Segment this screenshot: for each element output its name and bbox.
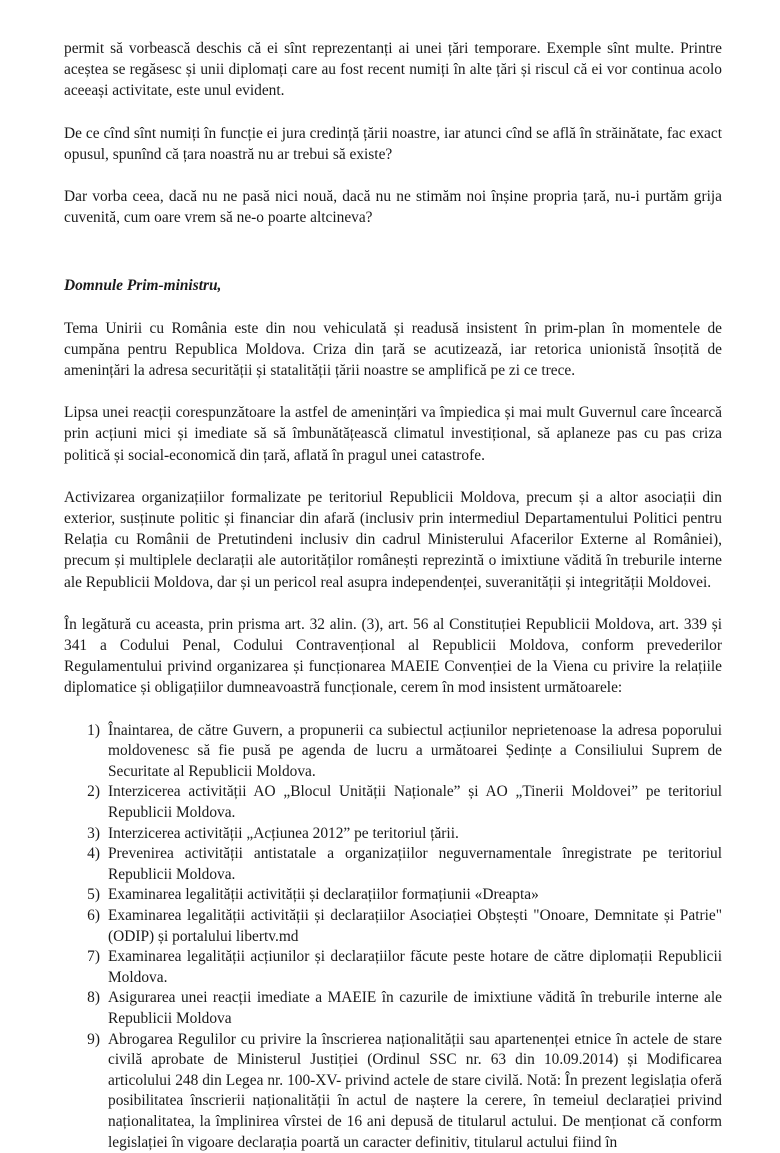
list-item-text: Examinarea legalității activității și declarațiilor formațiunii «Dreapta»	[108, 886, 539, 904]
list-item	[64, 885, 722, 906]
list-item-number: 9)	[87, 1030, 100, 1048]
list-item-number: 2)	[87, 783, 100, 801]
list-item-number: 4)	[87, 845, 100, 863]
list-item	[64, 906, 722, 947]
list-item-text: Înaintarea, de către Guvern, a propunerii ca subiectul acțiunilor neprietenoase la adresa poporului moldovenesc să fie pusă pe agenda de lucru a următoarei Ședințe a Consiliului Suprem de Securitate al Republicii Moldova.	[108, 721, 722, 780]
paragraph-2: De ce cînd sînt numiți în funcție ei jura credință țării noastre, iar atunci cînd se află în străinătate, fac exact opusul, spunînd că țara noastră nu ar trebui să existe?	[64, 124, 722, 163]
list-item	[64, 782, 722, 823]
list-item-text: Asigurarea unei reacții imediate a MAEIE în cazurile de imixtiune vădită în treburile interne ale Republicii Moldova	[108, 989, 722, 1027]
list-item	[64, 721, 722, 783]
list-item-number: 6)	[87, 907, 100, 925]
paragraph-5: Lipsa unei reacții corespunzătoare la astfel de amenințări va împiedica și mai mult Guvernul care încearcă prin acțiuni mici și imediate să să îmbunătățească climatul investițional, să aplaneze pas cu pas criza politică și social-economică din țară, aflată în pragul unei catastrofe.	[64, 404, 722, 464]
list-item-text: Prevenirea activității antistatale a organizațiilor neguvernamentale înregistrate pe teritoriul Republicii Moldova.	[108, 845, 722, 883]
list-item-text: Interzicerea activității AO „Blocul Unității Naționale” și AO „Tinerii Moldovei” pe teritoriul Republicii Moldova.	[108, 783, 722, 822]
list-item-number: 7)	[87, 948, 100, 966]
paragraph-7: În legătură cu aceasta, prin prisma art. 32 alin. (3), art. 56 al Constituției Republicii Moldova, art. 339 și 341 a Codului Penal, Codului Contravențional al Republicii Moldova, conform prevederilor Regulamentului privind organizarea și funcționarea MAEIE Convenției de la Viena cu privire la relațiile diplomatice și obligațiilor dumneavoastră funcționale, cerem în mod insistent următoarele:	[64, 615, 722, 697]
list-item-number: 3)	[87, 824, 100, 842]
list-item-text: Examinarea legalității activității și declarațiilor Asociației Obștești "Onoare, Demnitate și Patrie" (ODIP) și portalului libertv.md	[108, 907, 722, 945]
list-item-text: Abrogarea Regulilor cu privire la înscrierea naționalității sau apartenenței etnice în actele de stare civilă aprobate de Ministerul Justiției (Ordinul SSC nr. 63 din 10.09.2014) și Modificarea articolului 248 din Legea nr. 100-XV- privind actele de stare civilă. Notă: În prezent legislația oferă posibilitatea înscrierii naționalității în actul de naștere la cerere, în temeiul declarației privind naționalitatea, la împlinirea vîrstei de 16 ani depusă de titularul actului. De menționat că conform legislației în vigoare declarația poartă un caracter definitiv, titularul actului fiind în	[108, 1030, 722, 1151]
paragraph-4: Tema Unirii cu România este din nou vehiculată și readusă insistent în prim-plan în momentele de cumpăna pentru Republica Moldova. Criza din țară se acutizează, iar retorica unionistă însoțită de amenințări la adresa securității și statalității țării noastre se amplifică pe zi ce trece.	[64, 319, 722, 380]
paragraph-3: Dar vorba ceea, dacă nu ne pasă nici nouă, dacă nu ne stimăm noi înșine propria țară, nu-i purtăm grija cuvenită, cum oare vrem să ne-o poarte altcineva?	[64, 188, 722, 227]
list-item-text: Examinarea legalității acțiunilor și declarațiilor făcute peste hotare de către diplomații Republicii Moldova.	[108, 948, 722, 986]
salutation: Domnule Prim-ministru,	[64, 277, 222, 295]
list-item	[64, 844, 722, 885]
paragraph-1: permit să vorbească deschis că ei sînt reprezentanți ai unei țări temporare. Exemple sînt multe. Printre aceștea se regăsesc și unii diplomați care au fost recent numiți în alte țări și riscul că ei vor continua acolo aceeași activitate, este unul evident.	[64, 40, 722, 100]
list-item	[64, 1030, 722, 1153]
list-item-text: Interzicerea activității „Acțiunea 2012” pe teritoriul țării.	[108, 824, 459, 842]
list-item-number: 8)	[87, 989, 100, 1007]
demands-list	[64, 721, 722, 1153]
list-item	[64, 988, 722, 1029]
list-item	[64, 824, 722, 845]
list-item-number: 5)	[87, 886, 100, 904]
paragraph-6: Activizarea organizațiilor formalizate pe teritoriul Republicii Moldova, precum și a altor asociații din exterior, susținute politic și financiar din afară (inclusiv prin intermediul Departamentului Politici pentru Relația cu Românii de Pretutindeni inclusiv din cadrul Ministerului Afacerilor Externe al României), precum și multiplele declarații ale autorităților românești reprezintă o imixtiune vădită în treburile interne ale Republicii Moldova, dar și un pericol real asupra independenței, suveranității și integrității Moldovei.	[64, 488, 722, 591]
list-item	[64, 947, 722, 988]
list-item-number: 1)	[87, 721, 100, 739]
